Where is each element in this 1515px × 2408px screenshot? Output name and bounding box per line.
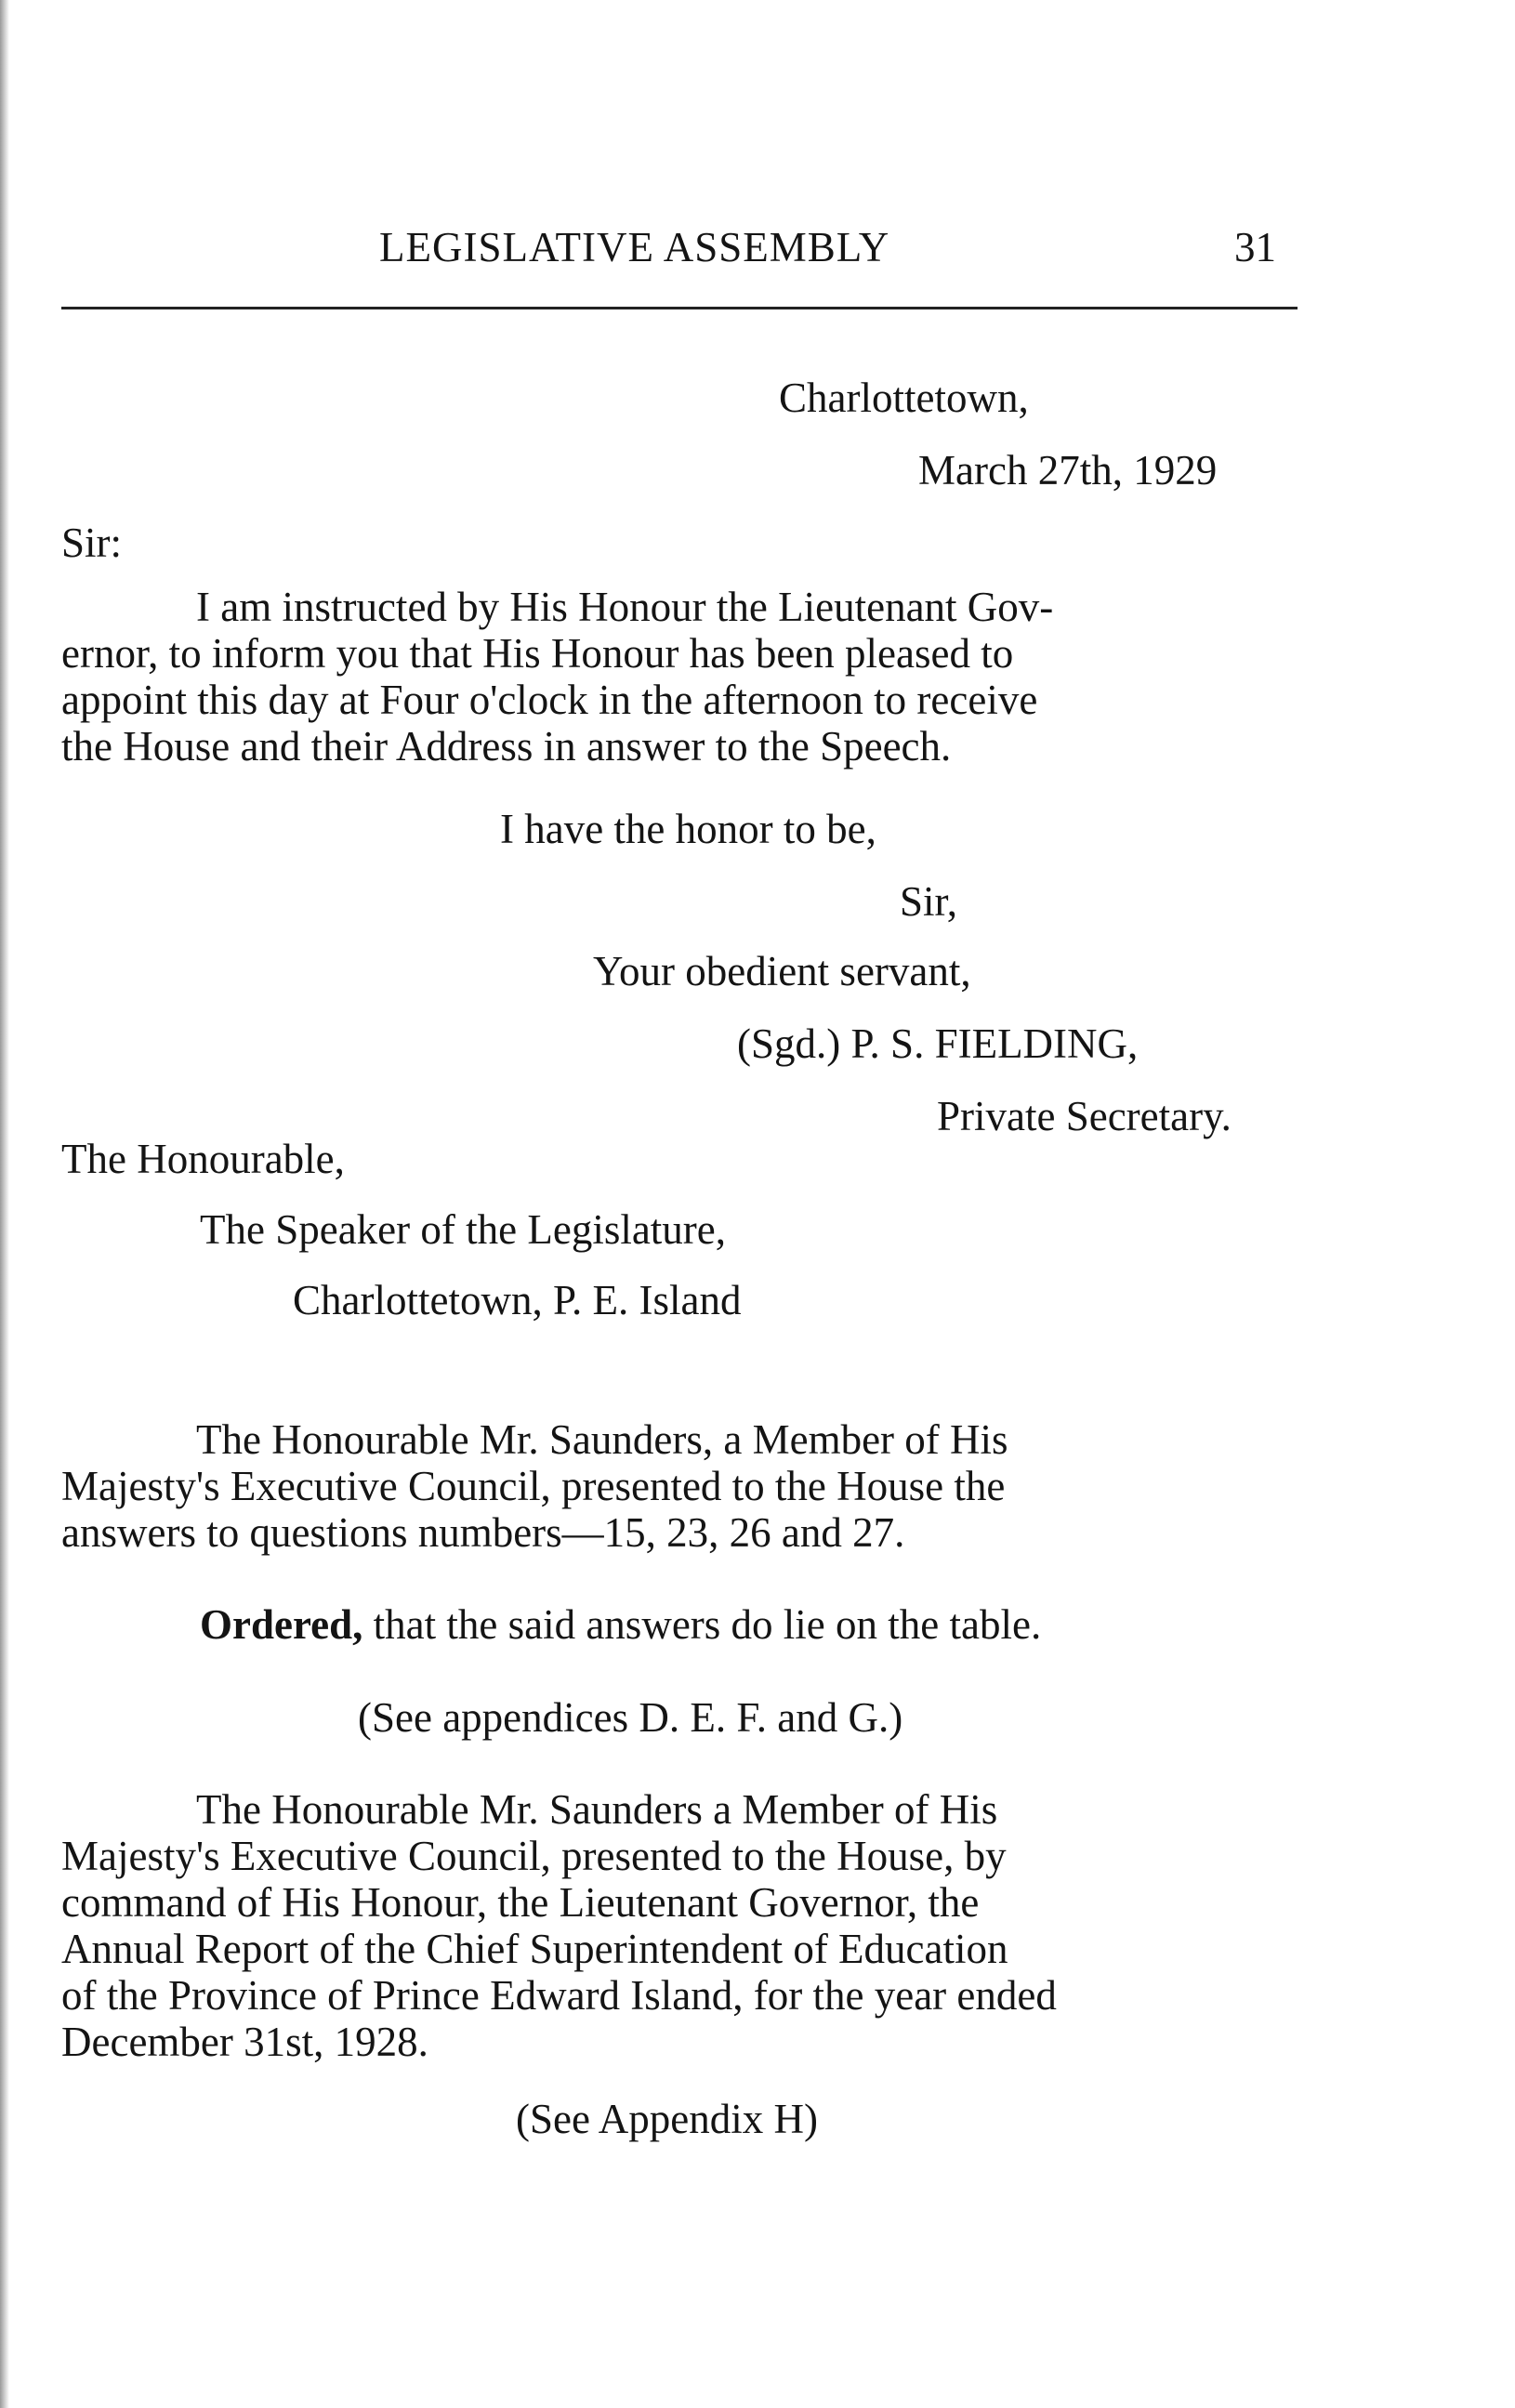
letter-addressee: The Speaker of the Legislature, — [200, 1206, 727, 1253]
running-head: LEGISLATIVE ASSEMBLY — [379, 224, 890, 270]
ordered-line — [200, 1601, 1041, 1648]
letter-body-line: I am instructed by His Honour the Lieutenant Gov- — [196, 584, 1054, 630]
letter-body-line: ernor, to inform you that His Honour has been pleased to — [61, 630, 1014, 677]
proceedings-paragraph-line: of the Province of Prince Edward Island, for the year ended — [61, 1972, 1057, 2019]
letter-signature: (Sgd.) P. S. FIELDING, — [737, 1020, 1139, 1067]
see-appendix: (See Appendix H) — [516, 2096, 818, 2142]
proceedings-paragraph-line: Majesty's Executive Council, presented to the House the — [61, 1463, 1006, 1509]
see-appendices: (See appendices D. E. F. and G.) — [358, 1694, 903, 1741]
proceedings-paragraph-line: The Honourable Mr. Saunders, a Member of His — [196, 1416, 1008, 1463]
header-rule — [61, 307, 1298, 309]
letter-addressee: Charlottetown, P. E. Island — [293, 1277, 742, 1323]
ordered-label: Ordered, — [200, 1601, 363, 1648]
letter-salutation: Sir: — [61, 520, 123, 566]
letter-place: Charlottetown, — [779, 375, 1029, 421]
page-number: 31 — [1234, 224, 1276, 270]
letter-addressee: The Honourable, — [61, 1136, 345, 1182]
proceedings-paragraph-line: Majesty's Executive Council, presented to the House, by — [61, 1833, 1007, 1879]
letter-signer-title: Private Secretary. — [937, 1093, 1232, 1139]
letter-date: March 27th, 1929 — [918, 447, 1218, 493]
letter-closing-servant: Your obedient servant, — [593, 948, 971, 994]
book-spine-shadow — [0, 0, 9, 2408]
proceedings-paragraph-line: Annual Report of the Chief Superintendent of Education — [61, 1926, 1008, 1972]
proceedings-paragraph-line: The Honourable Mr. Saunders a Member of His — [196, 1786, 998, 1833]
letter-body-line: appoint this day at Four o'clock in the afternoon to receive — [61, 677, 1038, 723]
proceedings-paragraph-line: December 31st, 1928. — [61, 2019, 428, 2065]
letter-closing-sir: Sir, — [900, 878, 957, 925]
letter-body-line: the House and their Address in answer to the Speech. — [61, 723, 952, 770]
proceedings-paragraph-line: command of His Honour, the Lieutenant Governor, the — [61, 1879, 980, 1926]
ordered-text: that the said answers do lie on the table. — [362, 1601, 1042, 1648]
proceedings-paragraph-line: answers to questions numbers—15, 23, 26 and 27. — [61, 1509, 905, 1556]
letter-closing: I have the honor to be, — [500, 806, 876, 852]
